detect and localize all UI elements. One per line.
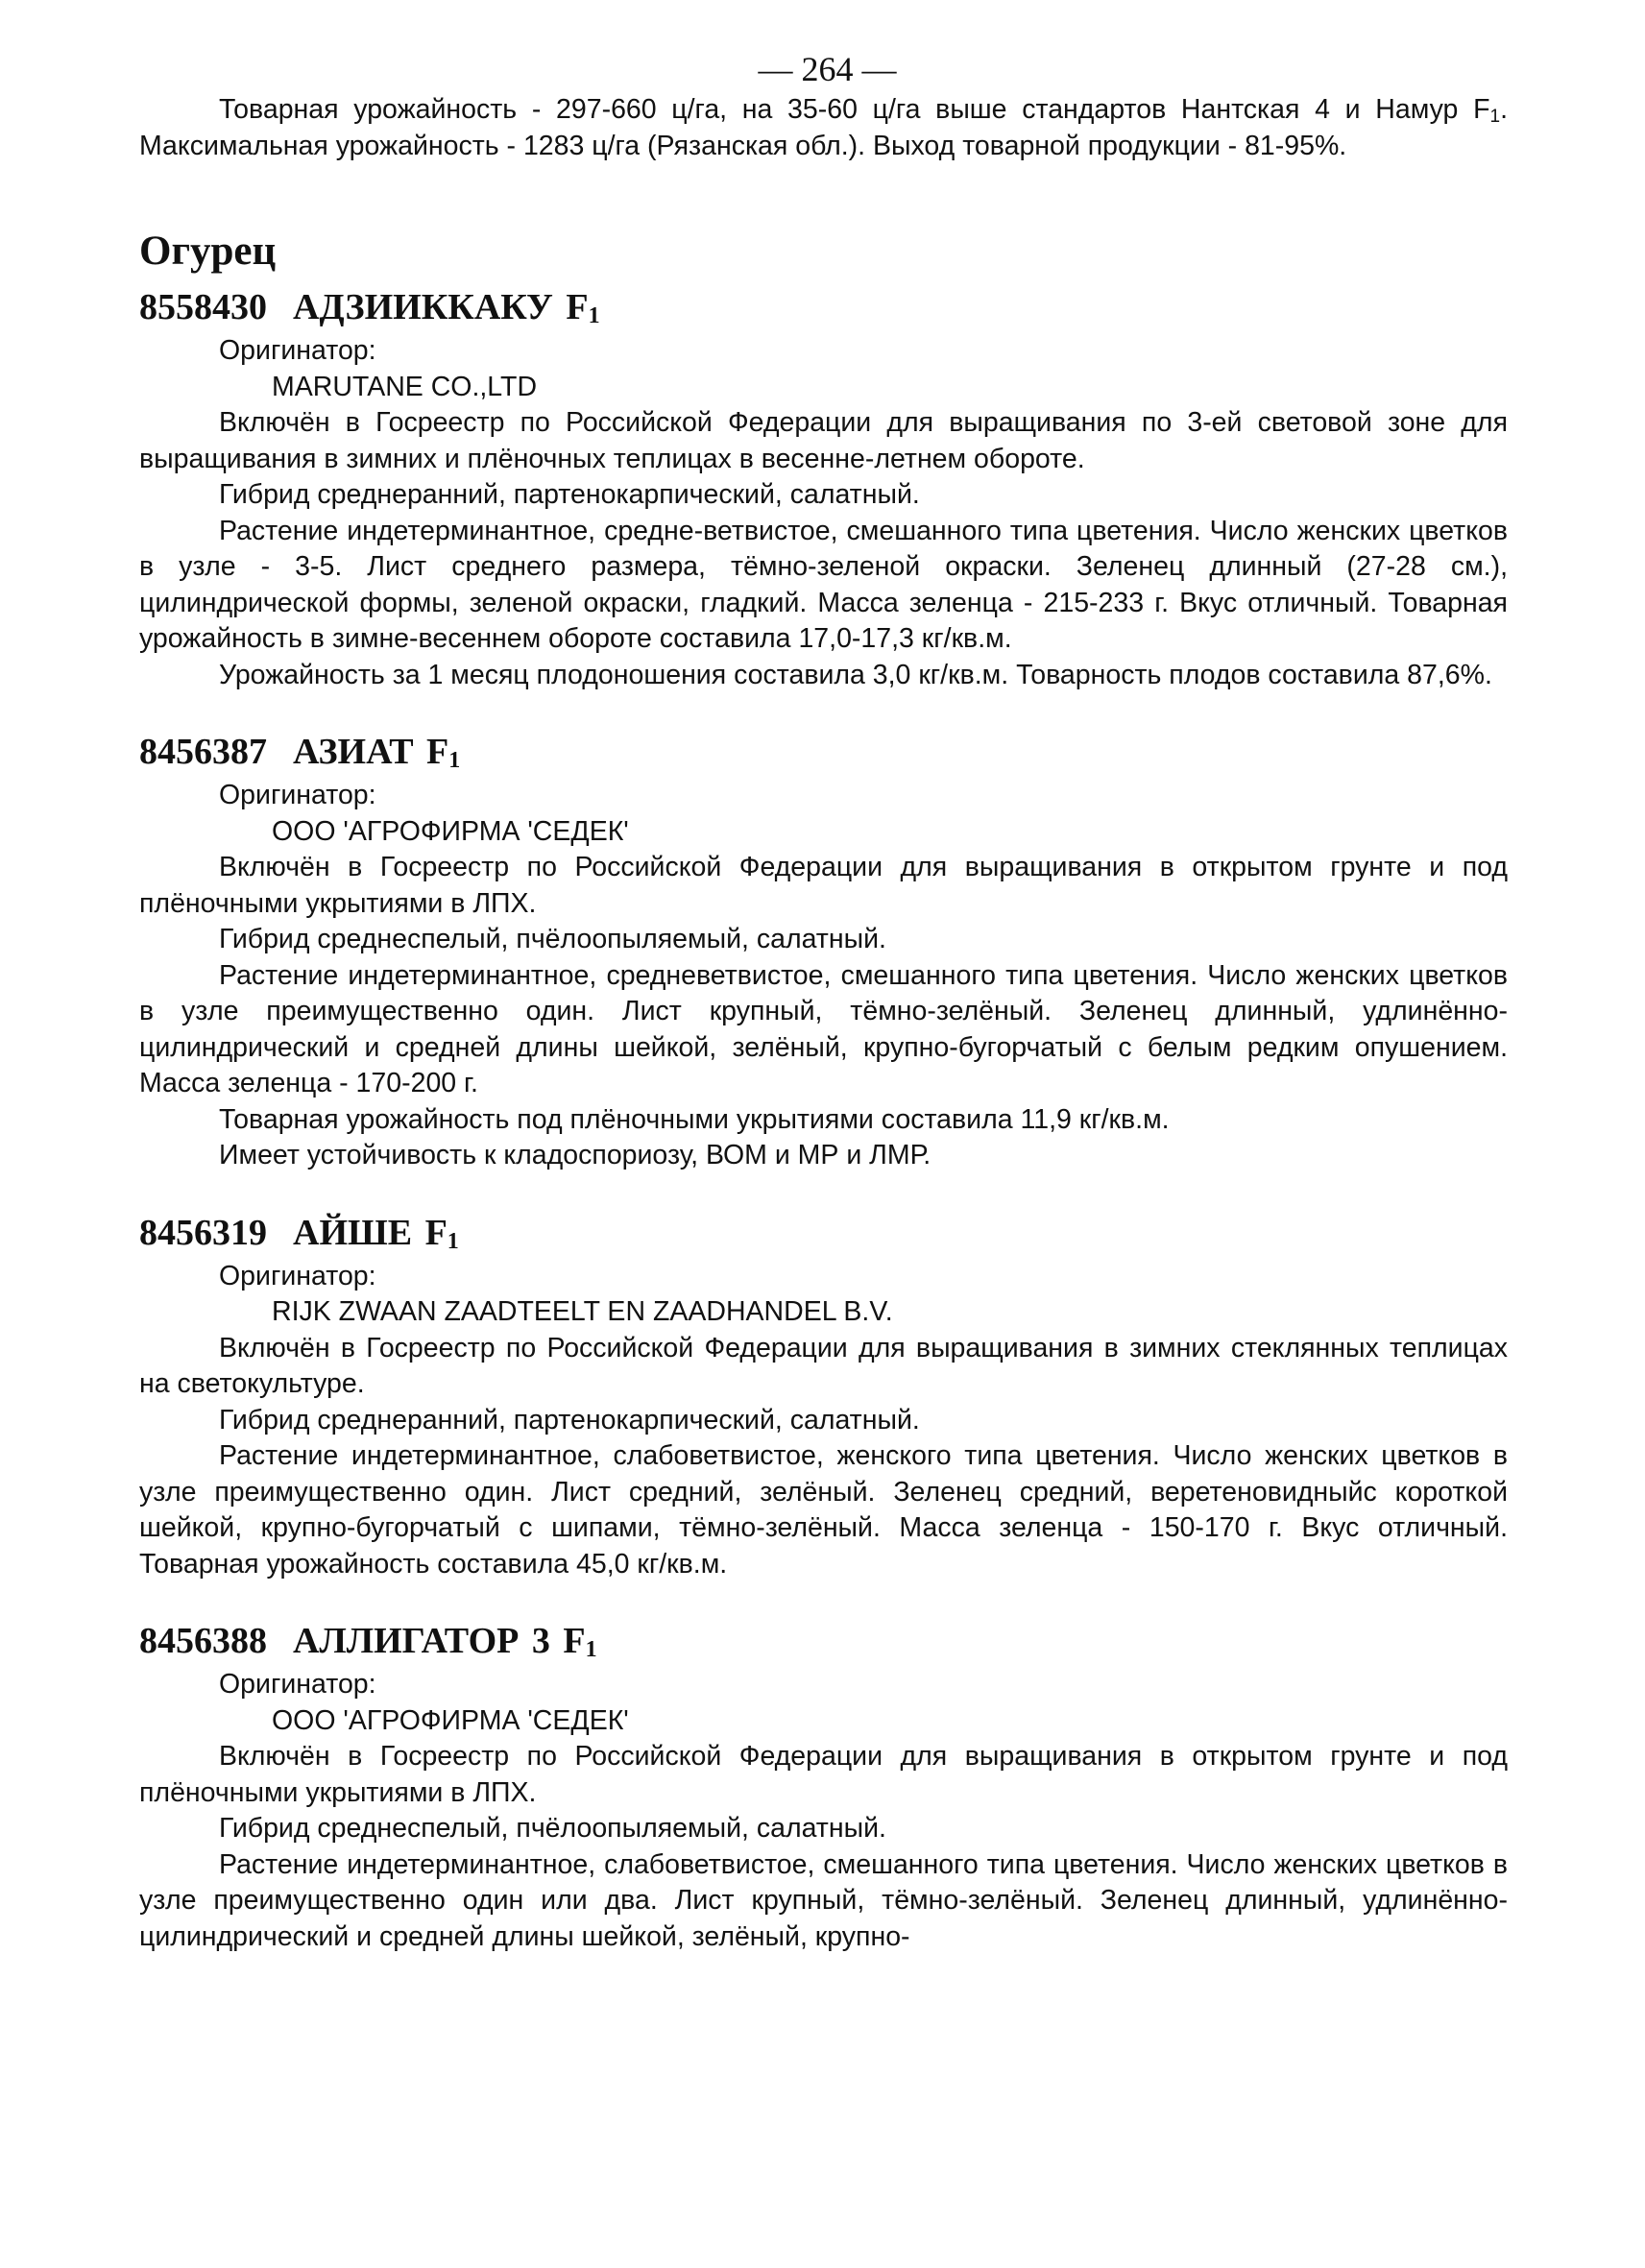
variety-paragraph: Включён в Госреестр по Российской Федерации для выращивания в открытом грунте и под плёночными укрытиями в ЛПХ. <box>139 852 1508 919</box>
intro-subscript: 1 <box>1489 107 1501 127</box>
variety-paragraph: Включён в Госреестр по Российской Федерации для выращивания по 3-ей световой зоне для выращивания в зимних и плёночных теплицах в весенне-летнем обороте. <box>139 407 1508 474</box>
page-number: — 264 — <box>758 50 897 88</box>
variety-subscript: 1 <box>585 1637 597 1662</box>
originator-label: Оригинатор: <box>219 335 376 366</box>
variety-name: АЗИАТ F <box>293 732 449 772</box>
originator-name: ООО 'АГРОФИРМА 'СЕДЕК' <box>272 815 629 847</box>
variety-code: 8456387 <box>139 732 267 772</box>
variety-entry <box>139 1617 1508 1955</box>
originator-name: MARUTANE CO.,LTD <box>272 371 538 402</box>
variety-name: АЙШЕ F <box>293 1212 448 1253</box>
intro-text-b: . Максимальная урожайность - 1283 ц/га (Рязанская обл.). Выход товарной продукции - 81-95%. <box>139 94 1508 161</box>
variety-entry <box>139 1209 1508 1583</box>
variety-code: 8456388 <box>139 1621 267 1661</box>
originator-label: Оригинатор: <box>219 1260 376 1291</box>
variety-name: АДЗИИККАКУ F <box>293 287 589 327</box>
crop-title: Огурец <box>139 229 277 274</box>
variety-name: АЛЛИГАТОР 3 F <box>293 1621 586 1661</box>
variety-code: 8456319 <box>139 1212 267 1253</box>
variety-paragraph: Товарная урожайность под плёночными укрытиями составила 11,9 кг/кв.м. <box>219 1103 1170 1135</box>
variety-paragraph: Растение индетерминантное, слабоветвистое, смешанного типа цветения. Число женских цветков в узле преимущественно один или два. Лист крупный, тёмно-зелёный. Зеленец длинный, удлинённо-цилиндрический и средней длины шейкой, зелёный, крупно- <box>139 1848 1508 1952</box>
variety-paragraph: Растение индетерминантное, средневетвистое, смешанного типа цветения. Число женских цветков в узле преимущественно один. Лист крупный, тёмно-зелёный. Зеленец длинный, удлинённо-цилиндрический и средней длины шейкой, зелёный, крупно-бугорчатый с белым редким опушением. Масса зеленца - 170-200 г. <box>139 959 1508 1098</box>
originator-label: Оригинатор: <box>219 780 376 810</box>
variety-entry <box>139 728 1508 1174</box>
originator-name: RIJK ZWAAN ZAADTEELT EN ZAADHANDEL B.V. <box>272 1296 893 1327</box>
variety-subscript: 1 <box>588 303 600 328</box>
variety-paragraph: Гибрид среднеранний, партенокарпический, салатный. <box>219 1404 920 1436</box>
intro-text-a: Товарная урожайность - 297-660 ц/га, на 35-60 ц/га выше стандартов Нантская 4 и Намур F <box>219 94 1490 125</box>
variety-paragraph: Гибрид среднеранний, партенокарпический, салатный. <box>219 479 920 510</box>
variety-code: 8558430 <box>139 287 267 327</box>
variety-title <box>139 1209 1508 1257</box>
variety-paragraph: Имеет устойчивость к кладоспориозу, ВОМ и МР и ЛМР. <box>219 1140 931 1170</box>
variety-paragraph: Урожайность за 1 месяц плодоношения составила 3,0 кг/кв.м. Товарность плодов составила 87,6%. <box>219 659 1492 690</box>
variety-subscript: 1 <box>447 1228 459 1254</box>
variety-title <box>139 728 1508 776</box>
variety-paragraph: Растение индетерминантное, средне-ветвистое, смешанного типа цветения. Число женских цветков в узле - 3-5. Лист среднего размера, тёмно-зеленой окраски. Зеленец длинный (27-28 см.), цилиндрической формы, зеленой окраски, гладкий. Масса зеленца - 215-233 г. Вкус отличный. Товарная урожайность в зимне-весеннем обороте составила 17,0-17,3 кг/кв.м. <box>139 515 1508 654</box>
variety-paragraph: Гибрид среднеспелый, пчёлоопыляемый, салатный. <box>219 924 886 954</box>
variety-subscript: 1 <box>448 748 461 773</box>
variety-title <box>139 283 1508 331</box>
variety-title <box>139 1617 1508 1665</box>
originator-name: ООО 'АГРОФИРМА 'СЕДЕК' <box>272 1704 629 1736</box>
variety-paragraph: Растение индетерминантное, слабоветвистое, женского типа цветения. Число женских цветков в узле преимущественно один. Лист средний, зелёный. Зеленец средний, веретеновидныйс короткой шейкой, крупно-бугорчатый с шипами, тёмно-зелёный. Масса зеленца - 150-170 г. Вкус отличный. Товарная урожайность составила 45,0 кг/кв.м. <box>139 1440 1508 1580</box>
variety-paragraph: Гибрид среднеспелый, пчёлоопыляемый, салатный. <box>219 1813 886 1844</box>
document-page <box>139 46 1508 1955</box>
variety-paragraph: Включён в Госреестр по Российской Федерации для выращивания в зимних стеклянных теплицах на светокультуре. <box>139 1332 1508 1399</box>
variety-paragraph: Включён в Госреестр по Российской Федерации для выращивания в открытом грунте и под плёночными укрытиями в ЛПХ. <box>139 1741 1508 1808</box>
variety-entry <box>139 283 1508 693</box>
originator-label: Оригинатор: <box>219 1669 376 1700</box>
intro-paragraph <box>139 92 1508 164</box>
